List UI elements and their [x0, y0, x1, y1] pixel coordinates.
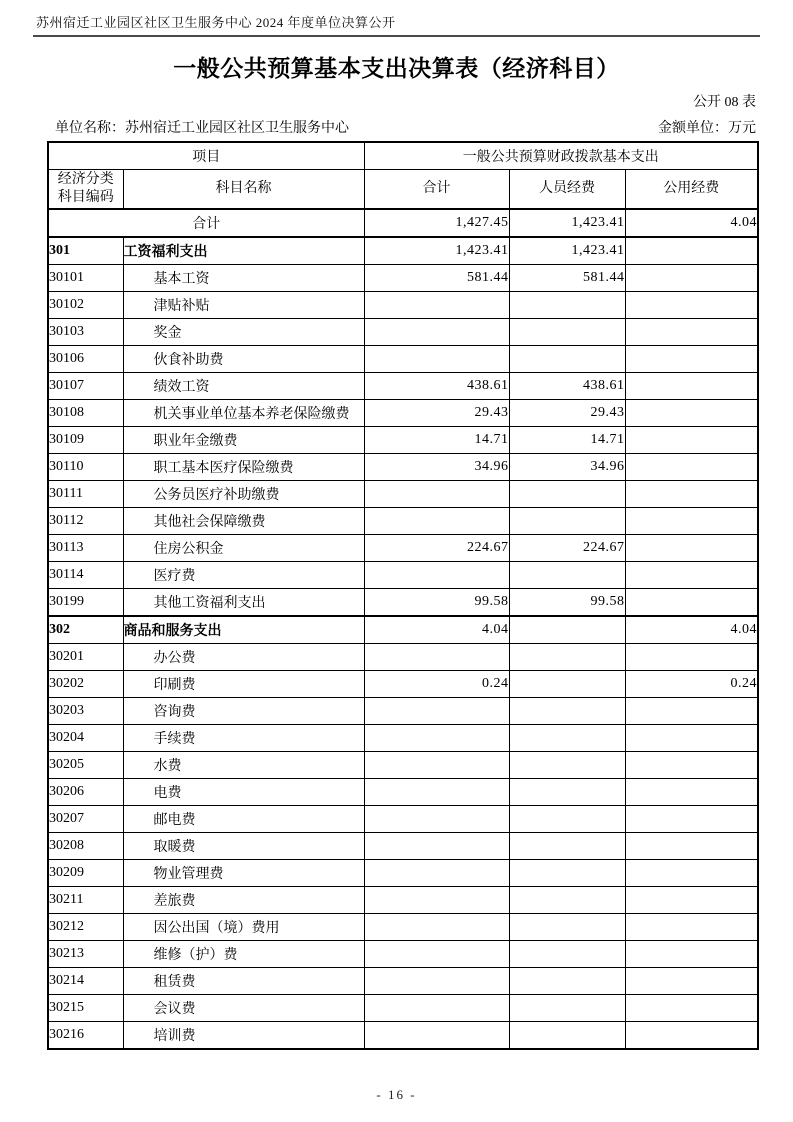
row-public-cell — [625, 562, 758, 589]
header-code-line2: 科目编码 — [57, 190, 114, 205]
header-code — [48, 170, 123, 210]
row-code-cell: 30212 — [48, 914, 123, 941]
row-code-cell: 30112 — [48, 508, 123, 535]
table-header-row-2 — [48, 170, 758, 210]
row-total-cell: 29.43 — [364, 400, 509, 427]
row-name-cell: 绩效工资 — [123, 373, 364, 400]
table-row — [48, 209, 758, 237]
row-public-cell — [625, 237, 758, 265]
row-total-cell: 34.96 — [364, 454, 509, 481]
row-total-cell: 14.71 — [364, 427, 509, 454]
row-total-cell — [364, 725, 509, 752]
table-row — [48, 644, 758, 671]
row-code-cell: 30216 — [48, 1022, 123, 1050]
row-name-cell: 职工基本医疗保险缴费 — [123, 454, 364, 481]
row-public-cell — [625, 941, 758, 968]
row-code-cell: 30111 — [48, 481, 123, 508]
page-number: - 16 - — [376, 1087, 417, 1102]
row-public-cell — [625, 346, 758, 373]
table-row — [48, 806, 758, 833]
row-personnel-cell — [509, 346, 625, 373]
amount-unit-value: 万元 — [728, 121, 756, 136]
row-public-cell — [625, 779, 758, 806]
row-code-cell: 30103 — [48, 319, 123, 346]
row-public-cell — [625, 292, 758, 319]
row-code-cell: 30207 — [48, 806, 123, 833]
row-name-cell: 维修（护）费 — [123, 941, 364, 968]
row-personnel-cell — [509, 887, 625, 914]
row-total-cell — [364, 1022, 509, 1050]
row-name-cell: 职业年金缴费 — [123, 427, 364, 454]
table-row — [48, 1022, 758, 1050]
row-personnel-cell: 34.96 — [509, 454, 625, 481]
row-personnel-cell — [509, 562, 625, 589]
table-row — [48, 887, 758, 914]
row-personnel-cell — [509, 941, 625, 968]
row-name-cell: 工资福利支出 — [123, 237, 364, 265]
row-public-cell — [625, 725, 758, 752]
row-total-cell — [364, 779, 509, 806]
header-public: 公用经费 — [625, 170, 758, 210]
row-code-cell: 30203 — [48, 698, 123, 725]
row-total-cell: 4.04 — [364, 616, 509, 644]
row-code-cell: 301 — [48, 237, 123, 265]
table-row — [48, 941, 758, 968]
row-public-cell — [625, 319, 758, 346]
row-name-cell: 其他工资福利支出 — [123, 589, 364, 617]
table-row — [48, 319, 758, 346]
row-public-cell — [625, 373, 758, 400]
row-personnel-cell: 438.61 — [509, 373, 625, 400]
table-row — [48, 400, 758, 427]
table-header — [48, 142, 758, 209]
row-name-cell: 基本工资 — [123, 265, 364, 292]
row-total-cell: 224.67 — [364, 535, 509, 562]
row-total-cell — [364, 562, 509, 589]
row-public-cell — [625, 454, 758, 481]
row-personnel-cell: 99.58 — [509, 589, 625, 617]
row-code-cell: 30102 — [48, 292, 123, 319]
row-total-cell — [364, 806, 509, 833]
row-total-cell — [364, 292, 509, 319]
row-code-cell: 30211 — [48, 887, 123, 914]
table-number-label: 公开 08 表 — [693, 95, 756, 110]
row-public-cell: 0.24 — [625, 671, 758, 698]
header-project: 项目 — [48, 142, 364, 170]
row-name-cell: 水费 — [123, 752, 364, 779]
row-total-cell — [364, 644, 509, 671]
row-name-cell: 医疗费 — [123, 562, 364, 589]
row-personnel-cell — [509, 968, 625, 995]
row-personnel-cell: 1,423.41 — [509, 209, 625, 237]
table-row — [48, 481, 758, 508]
row-public-cell — [625, 589, 758, 617]
row-public-cell — [625, 806, 758, 833]
row-code-cell: 30108 — [48, 400, 123, 427]
table-row — [48, 968, 758, 995]
row-public-cell — [625, 887, 758, 914]
row-personnel-cell — [509, 644, 625, 671]
table-row — [48, 427, 758, 454]
row-total-cell — [364, 887, 509, 914]
row-public-cell — [625, 698, 758, 725]
row-name-cell: 机关事业单位基本养老保险缴费 — [123, 400, 364, 427]
row-personnel-cell — [509, 995, 625, 1022]
row-public-cell — [625, 1022, 758, 1050]
table-row — [48, 616, 758, 644]
table-row — [48, 589, 758, 617]
row-public-cell — [625, 752, 758, 779]
row-total-cell — [364, 995, 509, 1022]
row-code-cell: 30214 — [48, 968, 123, 995]
row-personnel-cell — [509, 914, 625, 941]
row-name-cell: 办公费 — [123, 644, 364, 671]
row-name-cell: 培训费 — [123, 1022, 364, 1050]
table-row — [48, 779, 758, 806]
row-code-cell: 30209 — [48, 860, 123, 887]
row-total-cell: 1,423.41 — [364, 237, 509, 265]
row-code-cell: 302 — [48, 616, 123, 644]
row-name-cell: 住房公积金 — [123, 535, 364, 562]
row-personnel-cell — [509, 508, 625, 535]
row-total-cell: 99.58 — [364, 589, 509, 617]
row-name-cell: 津贴补贴 — [123, 292, 364, 319]
row-public-cell: 4.04 — [625, 616, 758, 644]
table-row — [48, 698, 758, 725]
table-row — [48, 237, 758, 265]
row-code-cell: 30110 — [48, 454, 123, 481]
row-code-cell: 30205 — [48, 752, 123, 779]
row-total-cell — [364, 698, 509, 725]
row-personnel-cell — [509, 1022, 625, 1050]
row-total-cell — [364, 319, 509, 346]
row-code-cell: 30101 — [48, 265, 123, 292]
row-public-cell — [625, 508, 758, 535]
row-name-cell: 邮电费 — [123, 806, 364, 833]
table-row — [48, 562, 758, 589]
row-personnel-cell — [509, 779, 625, 806]
row-name-cell: 取暖费 — [123, 833, 364, 860]
row-code-cell: 30215 — [48, 995, 123, 1022]
table-body — [48, 209, 758, 1049]
row-name-cell: 会议费 — [123, 995, 364, 1022]
row-personnel-cell — [509, 698, 625, 725]
row-name-cell: 伙食补助费 — [123, 346, 364, 373]
row-personnel-cell: 14.71 — [509, 427, 625, 454]
row-code-cell: 30107 — [48, 373, 123, 400]
row-personnel-cell: 224.67 — [509, 535, 625, 562]
row-name-cell: 租赁费 — [123, 968, 364, 995]
table-row — [48, 535, 758, 562]
row-name-cell: 因公出国（境）费用 — [123, 914, 364, 941]
row-total-cell: 581.44 — [364, 265, 509, 292]
header-funding: 一般公共预算财政拨款基本支出 — [364, 142, 758, 170]
row-public-cell — [625, 995, 758, 1022]
unit-name — [55, 117, 349, 137]
row-public-cell — [625, 968, 758, 995]
row-name-cell: 商品和服务支出 — [123, 616, 364, 644]
row-code-cell: 30204 — [48, 725, 123, 752]
unit-name-value: 苏州宿迁工业园区社区卫生服务中心 — [125, 121, 349, 136]
row-public-cell — [625, 400, 758, 427]
header-subject: 科目名称 — [123, 170, 364, 210]
table-row — [48, 725, 758, 752]
table-row — [48, 265, 758, 292]
row-name-cell: 其他社会保障缴费 — [123, 508, 364, 535]
row-name-cell: 物业管理费 — [123, 860, 364, 887]
row-public-cell — [625, 481, 758, 508]
row-personnel-cell: 29.43 — [509, 400, 625, 427]
row-total-cell — [364, 481, 509, 508]
row-public-cell — [625, 644, 758, 671]
row-personnel-cell — [509, 671, 625, 698]
table-row — [48, 346, 758, 373]
row-total-cell: 438.61 — [364, 373, 509, 400]
unit-name-label: 单位名称： — [55, 121, 125, 136]
row-public-cell — [625, 427, 758, 454]
row-personnel-cell — [509, 319, 625, 346]
table-row — [48, 373, 758, 400]
row-total-cell — [364, 968, 509, 995]
row-name-cell: 合计 — [48, 209, 364, 237]
row-personnel-cell — [509, 806, 625, 833]
row-code-cell: 30201 — [48, 644, 123, 671]
row-code-cell: 30208 — [48, 833, 123, 860]
row-name-cell: 手续费 — [123, 725, 364, 752]
row-total-cell — [364, 508, 509, 535]
row-name-cell: 奖金 — [123, 319, 364, 346]
header-code-line1: 经济分类 — [57, 171, 114, 187]
amount-unit-label: 金额单位： — [658, 121, 728, 136]
row-total-cell — [364, 914, 509, 941]
row-personnel-cell: 581.44 — [509, 265, 625, 292]
info-row — [55, 117, 756, 137]
row-name-cell: 差旅费 — [123, 887, 364, 914]
page-title: 一般公共预算基本支出决算表（经济科目） — [173, 56, 620, 81]
table-row — [48, 508, 758, 535]
document-header — [33, 10, 760, 37]
table-row — [48, 860, 758, 887]
row-code-cell: 30113 — [48, 535, 123, 562]
table-header-row-1 — [48, 142, 758, 170]
table-row — [48, 454, 758, 481]
row-public-cell — [625, 833, 758, 860]
row-code-cell: 30109 — [48, 427, 123, 454]
row-code-cell: 30202 — [48, 671, 123, 698]
header-personnel: 人员经费 — [509, 170, 625, 210]
row-name-cell: 咨询费 — [123, 698, 364, 725]
row-name-cell: 电费 — [123, 779, 364, 806]
row-total-cell: 1,427.45 — [364, 209, 509, 237]
table-row — [48, 914, 758, 941]
row-total-cell: 0.24 — [364, 671, 509, 698]
row-public-cell — [625, 265, 758, 292]
row-personnel-cell — [509, 833, 625, 860]
row-personnel-cell — [509, 752, 625, 779]
amount-unit — [658, 117, 756, 137]
row-personnel-cell — [509, 725, 625, 752]
row-code-cell: 30114 — [48, 562, 123, 589]
row-total-cell — [364, 833, 509, 860]
row-personnel-cell: 1,423.41 — [509, 237, 625, 265]
row-personnel-cell — [509, 292, 625, 319]
row-public-cell: 4.04 — [625, 209, 758, 237]
row-public-cell — [625, 860, 758, 887]
row-code-cell: 30206 — [48, 779, 123, 806]
table-row — [48, 752, 758, 779]
row-total-cell — [364, 752, 509, 779]
table-row — [48, 995, 758, 1022]
row-public-cell — [625, 914, 758, 941]
row-name-cell: 印刷费 — [123, 671, 364, 698]
table-row — [48, 671, 758, 698]
budget-table — [47, 141, 759, 1050]
row-code-cell: 30106 — [48, 346, 123, 373]
row-total-cell — [364, 346, 509, 373]
row-total-cell — [364, 860, 509, 887]
row-personnel-cell — [509, 616, 625, 644]
document-header-text: 苏州宿迁工业园区社区卫生服务中心 2024 年度单位决算公开 — [36, 15, 396, 30]
table-row — [48, 292, 758, 319]
table-row — [48, 833, 758, 860]
row-code-cell: 30213 — [48, 941, 123, 968]
row-personnel-cell — [509, 481, 625, 508]
row-name-cell: 公务员医疗补助缴费 — [123, 481, 364, 508]
row-personnel-cell — [509, 860, 625, 887]
header-total: 合计 — [364, 170, 509, 210]
row-public-cell — [625, 535, 758, 562]
row-code-cell: 30199 — [48, 589, 123, 617]
row-total-cell — [364, 941, 509, 968]
